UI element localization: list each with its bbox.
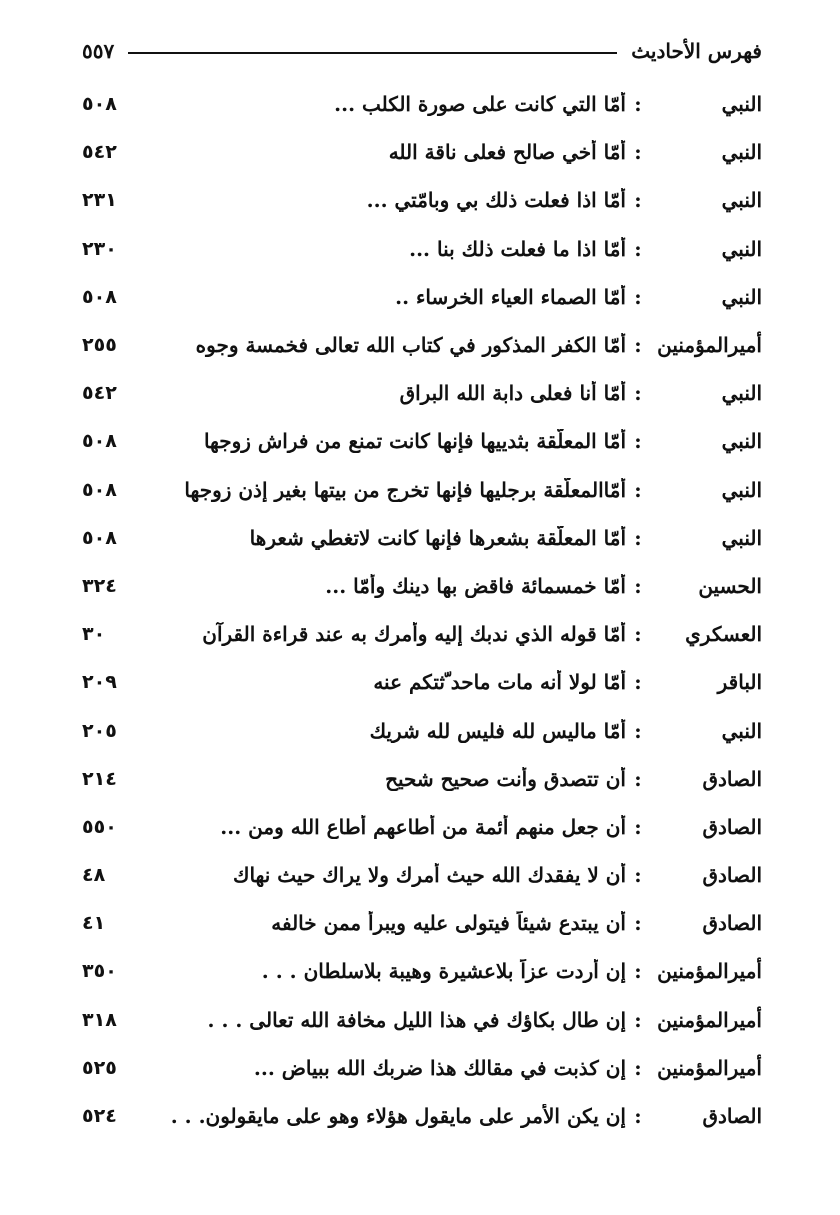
narrator: أميرالمؤمنين [657,1007,762,1032]
narrator: النبي [721,525,762,550]
index-row [82,658,762,706]
hadith-text: أمّا أنا فعلى دابة الله البراق [399,381,626,406]
separator: : [634,1055,642,1080]
hadith-text: أن تتصدق وأنت صحيح شحيح [385,766,626,791]
index-row [82,321,762,369]
separator: : [634,525,642,550]
index-row [82,514,762,562]
hadith-text: إن أردت عزاً بلاعشيرة وهيبة بلاسلطان . . . [261,959,626,984]
page-reference: ٤٨ [82,864,106,887]
narrator: الصادق [702,911,762,936]
index-row [82,1044,762,1092]
separator: : [634,1007,642,1032]
hadith-text: أمّا أخي صالح فعلى ناقة الله [388,140,626,165]
narrator: النبي [721,477,762,502]
hadith-text: أمّا قوله الذي ندبك إليه وأمرك به عند قراءة القرآن [202,622,626,647]
hadith-text: أمّا المعلّقة بثدييها فإنها كانت تمنع من فراش زوجها [203,429,626,454]
separator: : [634,766,642,791]
header-rule [128,52,617,54]
separator: : [634,573,642,598]
separator: : [634,863,642,888]
hadith-text: إن يكن الأمر على مايقول هؤلاء وهو على مايقولون. . . [170,1104,626,1129]
page-reference: ٥٠٨ [82,526,117,549]
index-row [82,851,762,899]
index-row [82,562,762,610]
hadith-text: أمّاالمعلّقة برجليها فإنها تخرج من بيتها بغير إذن زوجها [184,477,626,502]
index-row [82,706,762,754]
hadith-text: أمّا اذا ما فعلت ذلك بنا ... [409,236,626,261]
page-number: ٥٥٧ [82,39,115,63]
separator: : [634,284,642,309]
page-reference: ٢٥٥ [82,334,117,357]
hadith-text: أمّا التي كانت على صورة الكلب ... [334,92,626,117]
narrator: النبي [721,284,762,309]
index-row [82,803,762,851]
separator: : [634,477,642,502]
index-row [82,273,762,321]
page-reference: ٥٠٨ [82,430,117,453]
page-reference: ٥٠٨ [82,285,117,308]
narrator: النبي [721,381,762,406]
narrator: الصادق [702,1104,762,1129]
index-row [82,899,762,947]
narrator: أميرالمؤمنين [657,1055,762,1080]
hadith-text: أن لا يفقدك الله حيث أمرك ولا يراك حيث نهاك [232,863,626,888]
index-row [82,996,762,1044]
page-reference: ٢٠٥ [82,719,117,742]
hadith-text: أن جعل منهم أئمة من أطاعهم أطاع الله ومن ... [220,814,626,839]
page-reference: ٥٠٨ [82,93,117,116]
narrator: أميرالمؤمنين [657,959,762,984]
separator: : [634,429,642,454]
hadith-text: أمّا المعلّقة بشعرها فإنها كانت لاتغطي شعرها [249,525,626,550]
hadith-text: أن يبتدع شيئاً فيتولى عليه ويبرأ ممن خالفه [271,911,626,936]
hadith-index-list [82,80,762,1140]
hadith-text: أمّا اذا فعلت ذلك بي وبامّتي ... [366,188,626,213]
page-title: فهرس الأحاديث [631,39,762,63]
page-reference: ٢٠٩ [82,671,117,694]
narrator: النبي [721,92,762,117]
page-reference: ٥٤٢ [82,382,117,405]
index-row [82,466,762,514]
index-row [82,947,762,995]
narrator: الصادق [702,766,762,791]
hadith-text: أمّا خمسمائة فاقض بها دينك وأمّا ... [325,573,626,598]
narrator: الصادق [702,863,762,888]
hadith-text: إن كذبت في مقالك هذا ضربك الله ببياض ... [253,1055,626,1080]
index-row [82,417,762,465]
separator: : [634,1104,642,1129]
narrator: النبي [721,236,762,261]
separator: : [634,140,642,165]
separator: : [634,92,642,117]
page-reference: ٣٠ [82,623,106,646]
page-reference: ٥٥٠ [82,815,117,838]
index-row [82,176,762,224]
narrator: العسكري [685,622,762,647]
page-reference: ٥٤٢ [82,141,117,164]
index-row [82,1092,762,1140]
narrator: أميرالمؤمنين [657,333,762,358]
index-row [82,369,762,417]
separator: : [634,911,642,936]
page-reference: ٥٢٥ [82,1056,117,1079]
hadith-text: أمّا لولا أنه مات ماحد ّثتكم عنه [373,670,626,695]
index-row [82,225,762,273]
separator: : [634,814,642,839]
narrator: النبي [721,718,762,743]
separator: : [634,670,642,695]
narrator: الصادق [702,814,762,839]
page-reference: ٢٣٠ [82,237,117,260]
page-header [82,34,762,68]
hadith-text: أمّا الصماء العياء الخرساء .. [395,284,626,309]
index-row [82,755,762,803]
page-reference: ٢١٤ [82,767,117,790]
index-row [82,80,762,128]
separator: : [634,381,642,406]
narrator: النبي [721,429,762,454]
narrator: الباقر [717,670,762,695]
page-reference: ٥٢٤ [82,1105,117,1128]
narrator: النبي [721,188,762,213]
separator: : [634,236,642,261]
separator: : [634,188,642,213]
page-reference: ٢٣١ [82,189,117,212]
page-reference: ٣٢٤ [82,574,117,597]
page-reference: ٣٥٠ [82,960,117,983]
page-reference: ٤١ [82,912,106,935]
hadith-text: أمّا الكفر المذكور في كتاب الله تعالى فخمسة وجوه [195,333,626,358]
hadith-text: أمّا ماليس لله فليس لله شريك [369,718,626,743]
page-reference: ٣١٨ [82,1008,117,1031]
separator: : [634,622,642,647]
separator: : [634,718,642,743]
separator: : [634,333,642,358]
hadith-text: إن طال بكاؤك في هذا الليل مخافة الله تعالى . . . [207,1007,626,1032]
page-reference: ٥٠٨ [82,478,117,501]
index-row [82,610,762,658]
index-row [82,128,762,176]
separator: : [634,959,642,984]
narrator: النبي [721,140,762,165]
narrator: الحسين [698,573,762,598]
